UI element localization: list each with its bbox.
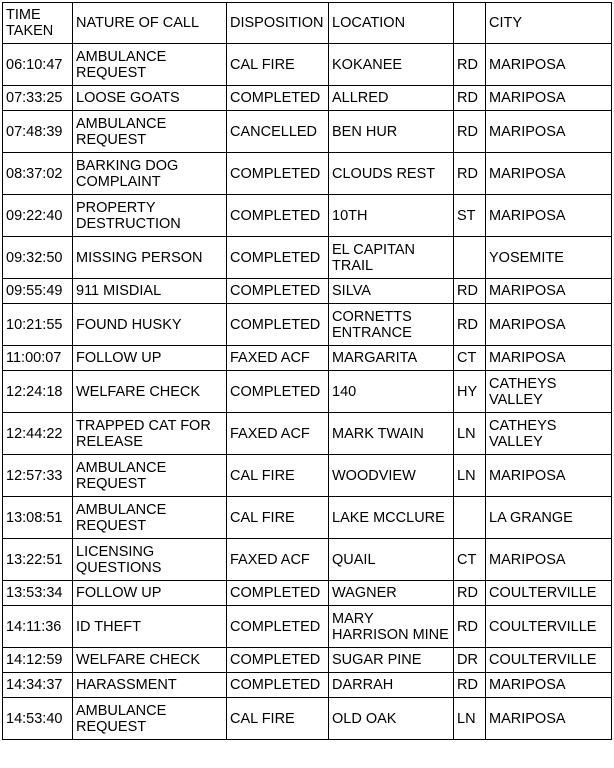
header-location: LOCATION: [329, 3, 454, 44]
cell-location: 140: [329, 371, 454, 413]
cell-disposition: FAXED ACF: [227, 413, 329, 455]
cell-nature-of-call: 911 MISDIAL: [73, 279, 227, 304]
cell-city: MARIPOSA: [486, 153, 612, 195]
table-row: [3, 413, 612, 455]
table-row: [3, 153, 612, 195]
table-row: [3, 279, 612, 304]
cell-street-suffix: LN: [454, 413, 486, 455]
cell-time: 12:57:33: [3, 455, 73, 497]
cell-street-suffix: CT: [454, 346, 486, 371]
cell-street-suffix: ST: [454, 195, 486, 237]
cell-location: MARY HARRISON MINE: [329, 606, 454, 648]
cell-street-suffix: RD: [454, 606, 486, 648]
call-log-table: [2, 2, 612, 740]
cell-city: COULTERVILLE: [486, 648, 612, 673]
cell-nature-of-call: AMBULANCE REQUEST: [73, 111, 227, 153]
cell-nature-of-call: AMBULANCE REQUEST: [73, 698, 227, 740]
table-row: [3, 111, 612, 153]
header-nature-of-call: NATURE OF CALL: [73, 3, 227, 44]
cell-location: SILVA: [329, 279, 454, 304]
cell-disposition: COMPLETED: [227, 371, 329, 413]
cell-disposition: COMPLETED: [227, 606, 329, 648]
cell-city: MARIPOSA: [486, 44, 612, 86]
cell-street-suffix: [454, 497, 486, 539]
cell-nature-of-call: HARASSMENT: [73, 673, 227, 698]
cell-city: MARIPOSA: [486, 698, 612, 740]
cell-time: 14:53:40: [3, 698, 73, 740]
header-disposition: DISPOSITION: [227, 3, 329, 44]
cell-street-suffix: RD: [454, 44, 486, 86]
cell-street-suffix: LN: [454, 698, 486, 740]
cell-time: 10:21:55: [3, 304, 73, 346]
cell-time: 13:22:51: [3, 539, 73, 581]
cell-disposition: COMPLETED: [227, 648, 329, 673]
cell-location: WOODVIEW: [329, 455, 454, 497]
cell-time: 09:22:40: [3, 195, 73, 237]
cell-city: MARIPOSA: [486, 279, 612, 304]
cell-time: 09:55:49: [3, 279, 73, 304]
table-row: [3, 581, 612, 606]
cell-city: COULTERVILLE: [486, 581, 612, 606]
cell-street-suffix: RD: [454, 673, 486, 698]
cell-city: MARIPOSA: [486, 111, 612, 153]
cell-location: EL CAPITAN TRAIL: [329, 237, 454, 279]
cell-time: 07:33:25: [3, 86, 73, 111]
cell-time: 13:53:34: [3, 581, 73, 606]
cell-street-suffix: RD: [454, 153, 486, 195]
cell-disposition: COMPLETED: [227, 279, 329, 304]
cell-disposition: FAXED ACF: [227, 346, 329, 371]
cell-time: 06:10:47: [3, 44, 73, 86]
cell-time: 14:34:37: [3, 673, 73, 698]
cell-location: CORNETTS ENTRANCE: [329, 304, 454, 346]
cell-street-suffix: LN: [454, 455, 486, 497]
cell-city: MARIPOSA: [486, 86, 612, 111]
cell-disposition: COMPLETED: [227, 195, 329, 237]
table-header-row: [3, 3, 612, 44]
cell-disposition: COMPLETED: [227, 153, 329, 195]
cell-disposition: CAL FIRE: [227, 44, 329, 86]
cell-disposition: FAXED ACF: [227, 539, 329, 581]
cell-time: 12:24:18: [3, 371, 73, 413]
cell-city: MARIPOSA: [486, 673, 612, 698]
cell-location: OLD OAK: [329, 698, 454, 740]
cell-location: 10TH: [329, 195, 454, 237]
cell-time: 12:44:22: [3, 413, 73, 455]
header-city: CITY: [486, 3, 612, 44]
cell-nature-of-call: WELFARE CHECK: [73, 371, 227, 413]
cell-time: 07:48:39: [3, 111, 73, 153]
cell-location: MARGARITA: [329, 346, 454, 371]
cell-location: BEN HUR: [329, 111, 454, 153]
table-row: [3, 86, 612, 111]
cell-nature-of-call: FOLLOW UP: [73, 346, 227, 371]
cell-location: KOKANEE: [329, 44, 454, 86]
header-street-suffix: [454, 3, 486, 44]
table-row: [3, 455, 612, 497]
table-row: [3, 648, 612, 673]
cell-city: MARIPOSA: [486, 455, 612, 497]
cell-nature-of-call: LICENSING QUESTIONS: [73, 539, 227, 581]
cell-nature-of-call: WELFARE CHECK: [73, 648, 227, 673]
cell-street-suffix: RD: [454, 86, 486, 111]
cell-disposition: COMPLETED: [227, 237, 329, 279]
table-row: [3, 497, 612, 539]
cell-location: WAGNER: [329, 581, 454, 606]
cell-street-suffix: [454, 237, 486, 279]
table-row: [3, 606, 612, 648]
table-row: [3, 673, 612, 698]
table-row: [3, 195, 612, 237]
cell-disposition: CANCELLED: [227, 111, 329, 153]
cell-city: CATHEYS VALLEY: [486, 413, 612, 455]
cell-disposition: COMPLETED: [227, 581, 329, 606]
table-row: [3, 44, 612, 86]
cell-street-suffix: RD: [454, 279, 486, 304]
cell-city: MARIPOSA: [486, 539, 612, 581]
cell-location: CLOUDS REST: [329, 153, 454, 195]
cell-disposition: CAL FIRE: [227, 455, 329, 497]
cell-street-suffix: DR: [454, 648, 486, 673]
cell-time: 13:08:51: [3, 497, 73, 539]
cell-disposition: COMPLETED: [227, 304, 329, 346]
cell-street-suffix: RD: [454, 111, 486, 153]
cell-disposition: COMPLETED: [227, 86, 329, 111]
cell-city: YOSEMITE: [486, 237, 612, 279]
table-row: [3, 371, 612, 413]
cell-nature-of-call: BARKING DOG COMPLAINT: [73, 153, 227, 195]
cell-city: CATHEYS VALLEY: [486, 371, 612, 413]
cell-location: ALLRED: [329, 86, 454, 111]
cell-location: QUAIL: [329, 539, 454, 581]
cell-location: SUGAR PINE: [329, 648, 454, 673]
cell-time: 09:32:50: [3, 237, 73, 279]
cell-nature-of-call: LOOSE GOATS: [73, 86, 227, 111]
cell-nature-of-call: FOLLOW UP: [73, 581, 227, 606]
cell-nature-of-call: PROPERTY DESTRUCTION: [73, 195, 227, 237]
table-row: [3, 698, 612, 740]
cell-disposition: COMPLETED: [227, 673, 329, 698]
cell-street-suffix: HY: [454, 371, 486, 413]
cell-location: LAKE MCCLURE: [329, 497, 454, 539]
cell-location: DARRAH: [329, 673, 454, 698]
cell-time: 08:37:02: [3, 153, 73, 195]
table-row: [3, 304, 612, 346]
cell-nature-of-call: AMBULANCE REQUEST: [73, 455, 227, 497]
cell-nature-of-call: FOUND HUSKY: [73, 304, 227, 346]
cell-city: MARIPOSA: [486, 195, 612, 237]
cell-nature-of-call: TRAPPED CAT FOR RELEASE: [73, 413, 227, 455]
cell-nature-of-call: MISSING PERSON: [73, 237, 227, 279]
cell-disposition: CAL FIRE: [227, 698, 329, 740]
cell-time: 14:11:36: [3, 606, 73, 648]
cell-city: MARIPOSA: [486, 304, 612, 346]
cell-nature-of-call: AMBULANCE REQUEST: [73, 497, 227, 539]
table-row: [3, 237, 612, 279]
cell-city: COULTERVILLE: [486, 606, 612, 648]
cell-city: LA GRANGE: [486, 497, 612, 539]
table-row: [3, 539, 612, 581]
cell-street-suffix: RD: [454, 304, 486, 346]
cell-nature-of-call: AMBULANCE REQUEST: [73, 44, 227, 86]
cell-street-suffix: RD: [454, 581, 486, 606]
cell-location: MARK TWAIN: [329, 413, 454, 455]
header-time-taken: TIME TAKEN: [3, 3, 73, 44]
cell-time: 14:12:59: [3, 648, 73, 673]
cell-time: 11:00:07: [3, 346, 73, 371]
cell-nature-of-call: ID THEFT: [73, 606, 227, 648]
table-row: [3, 346, 612, 371]
cell-city: MARIPOSA: [486, 346, 612, 371]
cell-street-suffix: CT: [454, 539, 486, 581]
cell-disposition: CAL FIRE: [227, 497, 329, 539]
